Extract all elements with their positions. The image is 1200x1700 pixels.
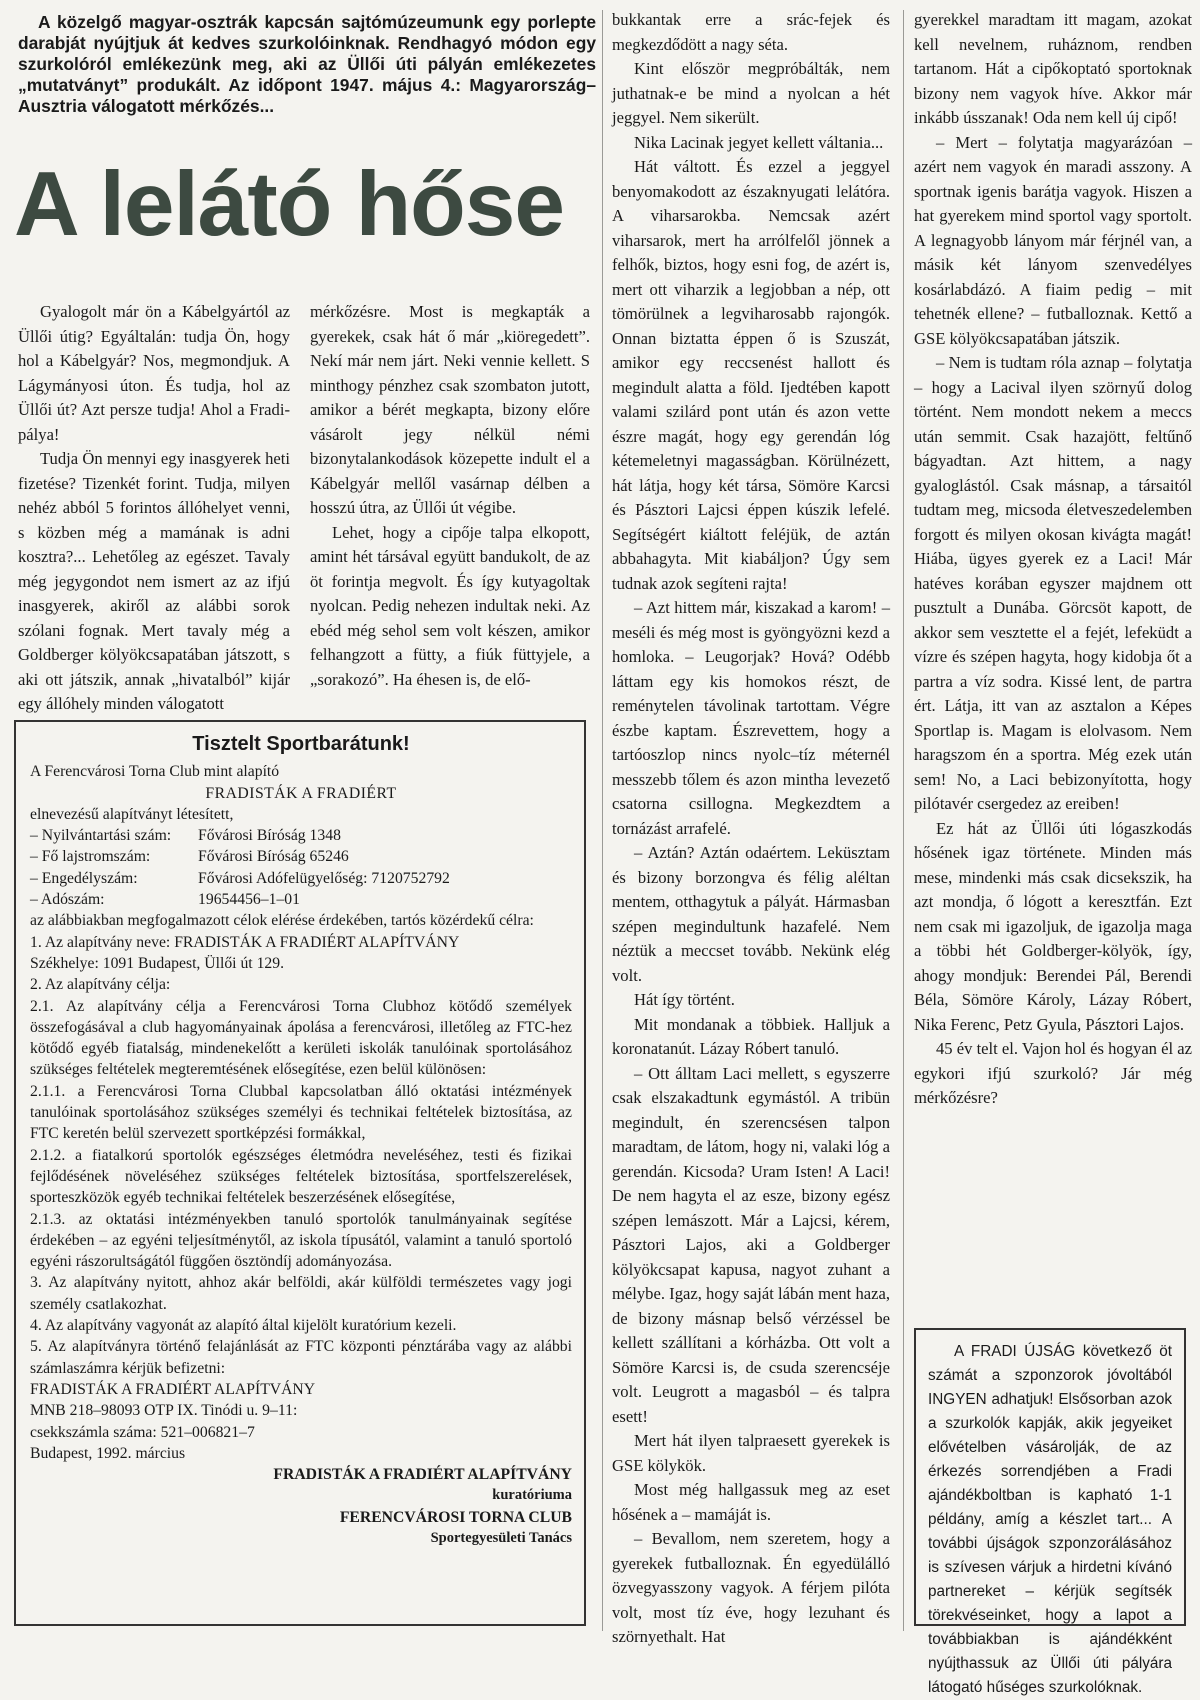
lead-text: A közelgő magyar-osztrák kapcsán sajtómúzeumunk egy porlepte darabját nyújtjuk át kedves szurkolóinknak. Rendhagyó módon egy szurkolóról emlékezünk meg, aki az Üllői úti pályán emlékezetes „mutatványt” produkált. Az időpont 1947. május 4.: Magyarország–Ausztria válogatott mérkőzés... bbox=[18, 12, 596, 116]
foundation-clause: 4. Az alapítvány vagyonát az alapító által kijelölt kuratórium kezeli. bbox=[30, 1317, 457, 1335]
article-paragraph: – Ott álltam Laci mellett, s egyszerre csak elszakadtunk egymástól. A tribün megindult, én szerencsésen talpon maradtam, de látom, hogy ni, valaki lóg a gerendán. Kicsoda? Uram Isten! A Laci! De nem hagyta el az esze, bizony egész szépen lemászott. Már a Lajcsi, kérem, Pásztori Lajos, aki a Goldberger kölyökcsapat kapusa, nagyot zuhant a mélybe. Igaz, hogy saját lábán ment haza, de bizony másnap belső vérzéssel be kellett szállítani a kórházba. Ott volt a Sömöre Karcsi is, de csuda szerencséje volt. Leugrott a magasból – és talpra esett! bbox=[612, 1063, 890, 1426]
lead-paragraph bbox=[18, 12, 596, 117]
registry-value: Fővárosi Adófelügyelőség: 7120752792 bbox=[198, 869, 450, 887]
registry-row bbox=[30, 846, 572, 867]
article-paragraph: Mit mondanak a többiek. Halljuk a koronatanút. Lázay Róbert tanuló. bbox=[612, 1014, 890, 1058]
signature-line: kuratóriuma bbox=[492, 1487, 572, 1504]
registry-label: – Fő lajstromszám: bbox=[30, 848, 151, 866]
article-paragraph: Nika Lacinak jegyet kellett váltania... bbox=[634, 132, 884, 152]
bank-line: FRADISTÁK A FRADIÉRT ALAPÍTVÁNY bbox=[30, 1380, 316, 1398]
article-paragraph: – Nem is tudtam róla aznap – folytatja – hogy a Lacival ilyen szörnyű dolog történt. Nem mondott nekem a meccs után semmit. Csak hazajött, feltűnő bágyadtan. Azt hittem, a nagy gyaloglástól. Csak másnap, a társaitól tudtam meg, micsoda életveszedelemben forgott és milyen okosan kivágta magát! Hiába, ügyes gyerek ez a Laci! Már hatéves korában egyszer majdnem ott pusztult a Dunába. Görcsöt kapott, de akkor sem vesztette el a fejét, lefeküdt a vízre és szépen hagyta, hogy kidobja őt a partra a víz sodra. Kissé lent, de partra ért. Látja, itt van az asztalon a Képes Sportlap is. Magam is elolvasom. Nem haragszom én a sportra. Még ezek után sem! No, a Laci bebizonyította, hogy pilótavér csergedez az ereiben! bbox=[914, 353, 1192, 813]
foundation-intro: A Ferencvárosi Torna Club mint alapító bbox=[30, 763, 280, 781]
purpose-intro: az alábbiakban megfogalmazott célok elérése érdekében, tartós közérdekű célra: bbox=[30, 912, 534, 930]
article-paragraph: Ez hát az Üllői úti lógaszkodás hősének igaz története. Minden más mese, mindenki más csak dicsekszik, ha azt mondja, ő lógott a keresztfán. Ezt nem csak mi igazoljuk, de igazolja maga a többi hét Goldberger-kölyök, így, ahogy mondjuk: Berendei Pál, Berendi Béla, Sömöre Károly, Lázay Róbert, Nika Ferenc, Petz Gyula, Pásztori Lajos. bbox=[914, 818, 1192, 1034]
article-paragraph: mérkőzésre. Most is megkapták a gyerekek, csak hát ő már „kiöregedett”. Nekí már nem járt. Neki vennie kellett. S minthogy pénzhez csak szombaton jutott, amikor a bérét megkapta, bizony előre vásárolt jegy nélkül némi bizonytalankodások közepette indult el a Kábelgyár mellől vasárnap délben a hosszú útra, az Üllői út végibe. bbox=[310, 302, 590, 517]
sponsor-notice-text: A FRADI ÚJSÁG következő öt számát a szponzorok jóvoltából INGYEN adhatjuk! Elsősorban azok a szurkolók kapják, akik jegyeiket elővételben vásárolják, de az érkezés sorrendjében a Fradi ajándékboltban is kapható 1-1 példány, amíg a készlet tart... A további újságok szponzorálásához is szívesen várjuk a hirdetni kívánó partnereket – kérjük segítsék törekvéseinket, hogy a lapot a továbbiakban is ajándékként nyújthassuk az Üllői úti pályára látogató hűséges szurkolóknak. bbox=[928, 1343, 1172, 1696]
article-column-1 bbox=[18, 300, 290, 717]
signature-line: Sportegyesületi Tanács bbox=[430, 1529, 572, 1546]
foundation-title: Tisztelt Sportbarátunk! bbox=[192, 733, 410, 755]
article-paragraph: bukkantak erre a srác-fejek és megkezdődött a nagy séta. bbox=[612, 10, 890, 54]
foundation-clause: 2.1.3. az oktatási intézményekben tanuló sportolók tanulmányainak segítése érdekében – az egyéni teljesítménytől, az iskola típusától, valamint a tanuló sportoló egyéni rászorultságától függően ösztöndíj adományozása. bbox=[30, 1210, 572, 1271]
column-divider bbox=[903, 10, 904, 1631]
article-column-4 bbox=[914, 8, 1192, 1111]
article-paragraph: Tudja Ön mennyi egy inasgyerek heti fizetése? Tizenkét forint. Tudja, milyen nehéz abból 5 forintos állóhelyet venni, s közben még a mamának is adni kosztra?... Lehetőleg az egészet. Tavaly még jegygondot nem ismert az az ifjú inasgyerek, akiről az alábbi sorok szólani fognak. Mert tavaly még a Goldberger kölyökcsapatában játszott, s aki ott játszik, annak „hivatalból” kijár egy állóhely minden válogatott bbox=[18, 449, 290, 713]
date-line: Budapest, 1992. március bbox=[30, 1444, 186, 1462]
article-paragraph: Hát váltott. És ezzel a jeggyel benyomakodott az északnyugati lelátóra. A viharsarokba. Nemcsak azért viharsarok, mert ha arrólfelől jönnek a felhők, biztos, hogy esni fog, de azért is, mert ott viharzik a legjobban a nép, ott tömörülnek a legviharosabb rajongók. Onnan biztatta éppen ő is Szuszát, amikor egy reccsenést hallott és megindult alatta a föld. Ijedtében kapott valami szilárd pont után és azon vette észre magát, hogy egy gerendán lóg kétemeletnyi magasságban. Körülnézett, hát látja, hogy két társa, Sömöre Karcsi és Pásztori Lajcsi éppen kúszik lefelé. Segítségért kiáltott feléjük, de aztán abbahagyta. Mit kiabáljon? Úgy sem tudnak azok segíteni rajta! bbox=[612, 157, 890, 593]
registry-label: – Adószám: bbox=[30, 891, 105, 909]
foundation-clause: 2.1.2. a fiatalkorú sportolók egészséges életmódra neveléséhez, testi és fizikai fejlődésének növeléséhez szükséges feltételek biztosítása, sportfelszerelések, sporteszközök egyéb technikai feltételek beszerzésének elősegítése, bbox=[30, 1146, 572, 1207]
foundation-name: FRADISTÁK A FRADIÉRT bbox=[205, 784, 397, 802]
registry-label: – Engedélyszám: bbox=[30, 869, 138, 887]
article-paragraph: 45 év telt el. Vajon hol és hogyan él az egykori ifjú szurkoló? Jár még mérkőzésre? bbox=[914, 1039, 1192, 1107]
foundation-clause: 2.1.1. a Ferencvárosi Torna Clubbal kapcsolatban álló oktatási intézmények tanulóinak sportolásához szükséges személyi és technikai feltételek biztosítása, az FTC keretén belül szervezett sportképzési formákkal, bbox=[30, 1082, 572, 1143]
article-paragraph: Gyalogolt már ön a Kábelgyártól az Üllői útig? Egyáltalán: tudja Ön, hogy hol a Kábelgyár? Nos, megmondjuk. A Lágymányosi úton. És tudja, hol az Üllői út? Azt persze tudja! Ahol a Fradi-pálya! bbox=[18, 302, 290, 444]
foundation-notice-box bbox=[14, 720, 586, 1626]
bank-line: MNB 218–98093 OTP IX. Tinódi u. 9–11: bbox=[30, 1402, 298, 1420]
registry-label: – Nyilvántartási szám: bbox=[30, 827, 172, 845]
bank-line: csekkszámla száma: 521–006821–7 bbox=[30, 1423, 255, 1441]
signature-line: FERENCVÁROSI TORNA CLUB bbox=[339, 1508, 572, 1526]
registry-value: Fővárosi Bíróság 65246 bbox=[198, 848, 349, 866]
article-paragraph: – Azt hittem már, kiszakad a karom! – meséli és még most is gyöngyözni kezd a homloka. – Leugorjak? Hová? Odébb láttam egy kis homokos részt, de reménytelen távolinak tartottam. Végre észbe kaptam. Észrevettem, hogy a tartóoszlop nincs nyolc–tíz méternél messzebb tőlem és azon mintha levezető csatorna csillogna. Megkezdtem a tornázást arrafelé. bbox=[612, 598, 890, 838]
foundation-clause: Székhelye: 1091 Budapest, Üllői út 129. bbox=[30, 954, 285, 972]
registry-row bbox=[30, 868, 572, 889]
article-paragraph: – Mert – folytatja magyarázóan – azért nem vagyok én maradi asszony. A sportnak igenis barátja vagyok. Hiszen a hat gyerekem mind sportol vagy sportolt. A legnagyobb lányom már férjnél van, a másik két lányom szenvedélyes kosárlabdázó. A fiaim pedig – mit tehetnék ellene? – futballoznak. Kettő a GSE kölyökcsapatában játszik. bbox=[914, 132, 1192, 348]
registry-row bbox=[30, 825, 572, 846]
article-paragraph: – Bevallom, nem szeretem, hogy a gyerekek futballoznak. Én egyedülálló özvegyasszony vagyok. A férjem pilóta volt, most tíz éve, hogy lezuhant és szörnyethalt. Hat bbox=[612, 1529, 890, 1646]
registry-row bbox=[30, 889, 572, 910]
column-divider bbox=[602, 10, 603, 1631]
headline: A lelátó hőse bbox=[14, 154, 564, 255]
foundation-clause: 1. Az alapítvány neve: FRADISTÁK A FRADIÉRT ALAPÍTVÁNY bbox=[30, 933, 460, 951]
article-paragraph: Kint először megpróbálták, nem juthatnak-e be mind a nyolcan a hét jeggyel. Nem sikerült. bbox=[612, 59, 890, 127]
foundation-clause: 3. Az alapítvány nyitott, ahhoz akár belföldi, akár külföldi természetes vagy jogi személy csatlakozhat. bbox=[30, 1274, 572, 1313]
foundation-established: elnevezésű alapítványt létesített, bbox=[30, 805, 234, 823]
sponsor-notice-box bbox=[914, 1328, 1186, 1696]
article-column-3 bbox=[612, 8, 890, 1650]
article-paragraph: gyerekkel maradtam itt magam, azokat kell nevelnem, ruháznom, rendben tartanom. Hát a cipőkoptató sportoknak bizony nem vagyok híve. Akkor már inkább ússzanak! Oda nem kell új cipő! bbox=[914, 10, 1192, 127]
article-paragraph: – Aztán? Aztán odaértem. Leküsztam és bizony borzongva és félig aléltan mentem, otthagytuk a pályát. Hármasban szépen megindultunk hazafelé. Nem néztük a meccset tovább. Nekünk elég volt. bbox=[612, 843, 890, 985]
registry-value: Fővárosi Bíróság 1348 bbox=[198, 827, 341, 845]
registry-value: 19654456–1–01 bbox=[198, 891, 300, 909]
article-paragraph: Most még hallgassuk meg az eset hősének a – mamáját is. bbox=[612, 1480, 890, 1524]
article-paragraph: Hát így történt. bbox=[634, 990, 735, 1009]
article-column-2 bbox=[310, 300, 590, 692]
signature-line: FRADISTÁK A FRADIÉRT ALAPÍTVÁNY bbox=[273, 1466, 572, 1484]
foundation-clause: 2. Az alapítvány célja: bbox=[30, 976, 171, 994]
foundation-clause: 5. Az alapítványra történő felajánlását az FTC központi pénztárába vagy az alábbi számlaszámra kérjük befizetni: bbox=[30, 1338, 572, 1377]
article-paragraph: Mert hát ilyen talpraesett gyerekek is GSE kölykök. bbox=[612, 1431, 890, 1475]
foundation-clause: 2.1. Az alapítvány célja a Ferencvárosi Torna Clubhoz kötődő személyek összefogásával a club hagyományainak ápolása a ferencvárosi, illetőleg az FTC-hez kötődő egyéb fiatalság, mindenekelőtt a kerületi iskolák tanulóinak sportolásához szükséges feltételek megteremtésének elősegítése, ezen belül különösen: bbox=[30, 997, 572, 1079]
article-paragraph: Lehet, hogy a cipője talpa elkopott, amint hét társával együtt bandukolt, de az öt forintja megvolt. És így kutyagoltak nyolcan. Pedig nehezen indultak neki. Az ebéd még sehol sem volt készen, amikor felhangzott a fütty, a fiúk füttyjele, a „sorakozó”. Ha éhesen is, de elő- bbox=[310, 522, 590, 689]
